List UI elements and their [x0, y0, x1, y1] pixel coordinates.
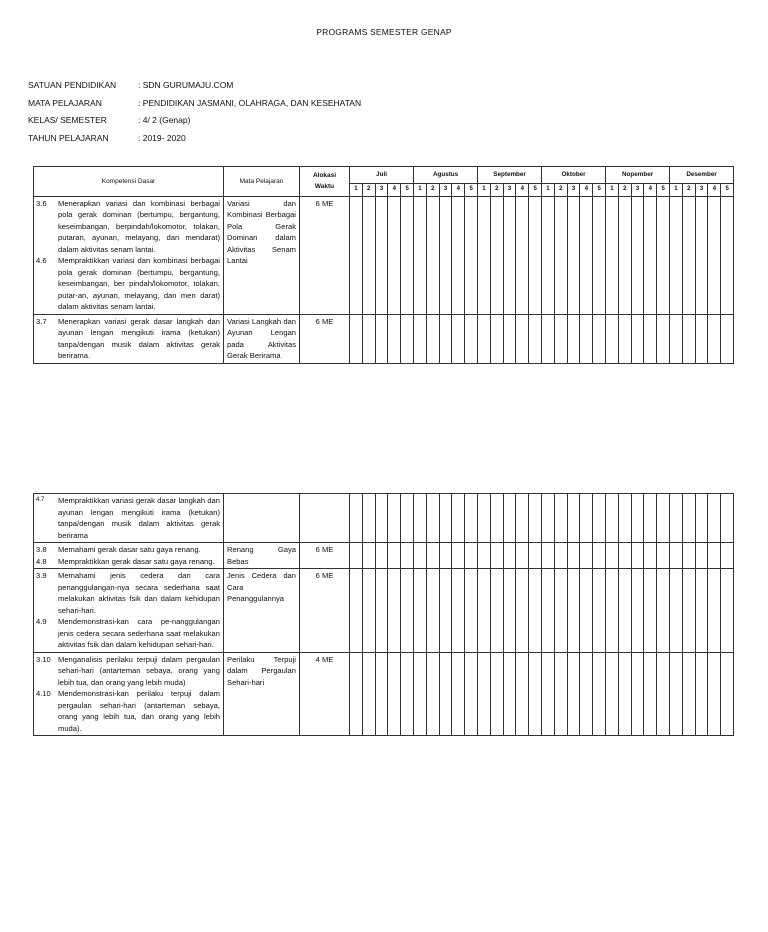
- schedule-cell: [721, 196, 734, 314]
- schedule-cell: [541, 569, 554, 653]
- kompetensi-dasar-cell: [34, 196, 224, 314]
- schedule-cell: [413, 652, 426, 736]
- week-number: 4: [708, 184, 721, 197]
- schedule-cell: [375, 543, 388, 569]
- schedule-cell: [388, 314, 401, 363]
- schedule-cell: [593, 494, 606, 543]
- schedule-cell: [669, 652, 682, 736]
- kd-item: [36, 688, 220, 734]
- schedule-cell: [618, 494, 631, 543]
- schedule-cell: [426, 569, 439, 653]
- schedule-cell: [477, 494, 490, 543]
- schedule-cell: [350, 196, 363, 314]
- mata-pelajaran-cell: Variasi Langkah dan Ayunan Lengan pada Aktivitas Gerak Berirama: [224, 314, 300, 363]
- schedule-cell: [401, 314, 414, 363]
- info-row: [28, 80, 361, 98]
- info-value: : PENDIDIKAN JASMANI, OLAHRAGA, DAN KESEHATAN: [138, 97, 362, 108]
- schedule-cell: [439, 652, 452, 736]
- month-header: Nopember: [606, 167, 670, 184]
- schedule-cell: [401, 494, 414, 543]
- schedule-cell: [618, 543, 631, 569]
- week-number: 2: [618, 184, 631, 197]
- week-number: 2: [490, 184, 503, 197]
- kd-number: 3.9: [36, 571, 47, 580]
- kd-text: Mempraktikkan variasi gerak dasar langkah dan ayunan lengan mengikuti irama (ketukan) tanpa/dengan musik dalam aktivitas gerak berirama: [58, 496, 220, 540]
- schedule-cell: [541, 494, 554, 543]
- info-row: [28, 133, 361, 151]
- schedule-cell: [695, 314, 708, 363]
- schedule-cell: [503, 314, 516, 363]
- month-header: Agustus: [414, 167, 478, 184]
- week-number: 5: [529, 184, 542, 197]
- schedule-cell: [503, 196, 516, 314]
- schedule-cell: [465, 494, 478, 543]
- kd-text: Memahami gerak dasar satu gaya renang.: [58, 545, 201, 554]
- kd-number: 4.10: [36, 689, 51, 698]
- schedule-cell: [657, 652, 670, 736]
- kd-item: [36, 556, 220, 568]
- schedule-cell: [606, 314, 619, 363]
- schedule-cell: [644, 543, 657, 569]
- schedule-cell: [375, 494, 388, 543]
- schedule-cell: [516, 652, 529, 736]
- mata-pelajaran-cell: [224, 494, 300, 543]
- kompetensi-dasar-cell: [34, 652, 224, 736]
- schedule-cell: [516, 196, 529, 314]
- schedule-cell: [350, 652, 363, 736]
- schedule-cell: [605, 543, 618, 569]
- schedule-cell: [375, 569, 388, 653]
- schedule-cell: [529, 196, 542, 314]
- week-number: 1: [350, 184, 363, 197]
- kd-number: 3.10: [36, 654, 51, 664]
- schedule-cell: [350, 543, 363, 569]
- week-number: 5: [465, 184, 478, 197]
- schedule-cell: [388, 652, 401, 736]
- schedule-cell: [721, 652, 734, 736]
- mata-pelajaran-cell: Renang Gaya Bebas: [224, 543, 300, 569]
- week-number: 2: [554, 184, 567, 197]
- schedule-cell: [375, 196, 388, 314]
- schedule-cell: [695, 543, 708, 569]
- schedule-cell: [426, 652, 439, 736]
- schedule-cell: [465, 196, 478, 314]
- schedule-cell: [362, 314, 375, 363]
- table-row: [34, 652, 734, 736]
- schedule-cell: [657, 494, 670, 543]
- kd-number: 4.6: [36, 256, 47, 265]
- schedule-cell: [618, 652, 631, 736]
- schedule-cell: [567, 196, 580, 314]
- week-number: 4: [580, 184, 593, 197]
- schedule-cell: [477, 543, 490, 569]
- alokasi-waktu-cell: 6 ME: [300, 543, 350, 569]
- kd-text: Menerapkan variasi dan kombinasi berbagai pola gerak dominan (bertumpu, bergantung, keseimbangan, berpindah/lokomotor, tolakan, putaran, ayunan, melayang, dan mendarat) dalam aktivitas senam lantai.: [58, 198, 220, 254]
- schedule-cell: [554, 543, 567, 569]
- schedule-cell: [580, 569, 593, 653]
- schedule-cell: [414, 314, 427, 363]
- schedule-cell: [350, 494, 363, 543]
- mata-pelajaran-cell: Perilaku Terpuji dalam Pergaulan Sehari-hari: [224, 652, 300, 736]
- schedule-cell: [605, 652, 618, 736]
- schedule-cell: [644, 652, 657, 736]
- kompetensi-dasar-cell: [34, 569, 224, 653]
- kd-text: Memahami jenis cedera dan cara penanggulangan-nya secara sederhana saat melakukan aktivitas fsik dan dalam kehidupan sehari-hari.: [58, 571, 220, 615]
- schedule-cell: [721, 543, 734, 569]
- schedule-cell: [542, 196, 555, 314]
- schedule-cell: [503, 543, 516, 569]
- schedule-cell: [606, 196, 619, 314]
- schedule-cell: [631, 314, 644, 363]
- page-title: PROGRAMS SEMESTER GENAP: [316, 27, 452, 37]
- kd-number: 4.7: [36, 497, 45, 503]
- schedule-cell: [657, 543, 670, 569]
- schedule-cell: [721, 314, 734, 363]
- alokasi-waktu-cell: 6 ME: [300, 196, 350, 314]
- header-kompetensi-dasar: Kompetensi Dasar: [34, 167, 224, 197]
- schedule-cell: [631, 569, 644, 653]
- week-number: 1: [542, 184, 555, 197]
- schedule-cell: [490, 652, 503, 736]
- schedule-cell: [490, 494, 503, 543]
- info-value: : SDN GURUMAJU.COM: [138, 80, 234, 90]
- schedule-table-1: [33, 166, 734, 364]
- week-number: 1: [414, 184, 427, 197]
- schedule-cell: [682, 196, 695, 314]
- schedule-cell: [529, 314, 542, 363]
- schedule-cell: [554, 652, 567, 736]
- schedule-cell: [618, 314, 631, 363]
- alokasi-waktu-cell: [300, 494, 350, 543]
- schedule-cell: [567, 543, 580, 569]
- schedule-cell: [669, 494, 682, 543]
- schedule-cell: [503, 494, 516, 543]
- schedule-cell: [605, 569, 618, 653]
- schedule-cell: [554, 196, 567, 314]
- schedule-cell: [695, 652, 708, 736]
- schedule-cell: [388, 196, 401, 314]
- schedule-cell: [362, 569, 375, 653]
- schedule-cell: [580, 196, 593, 314]
- kd-item: [36, 570, 220, 616]
- schedule-cell: [708, 652, 721, 736]
- schedule-cell: [529, 543, 542, 569]
- schedule-cell: [465, 652, 478, 736]
- schedule-cell: [426, 196, 439, 314]
- schedule-cell: [529, 652, 542, 736]
- schedule-cell: [529, 569, 542, 653]
- schedule-cell: [401, 569, 414, 653]
- kd-item: [36, 255, 220, 313]
- kd-item: [36, 316, 220, 362]
- info-label: SATUAN PENDIDIKAN: [28, 80, 117, 90]
- schedule-cell: [503, 569, 516, 653]
- schedule-cell: [593, 569, 606, 653]
- schedule-cell: [503, 652, 516, 736]
- schedule-cell: [452, 652, 465, 736]
- alokasi-waktu-cell: 6 ME: [300, 314, 350, 363]
- schedule-cell: [593, 652, 606, 736]
- schedule-cell: [439, 196, 452, 314]
- schedule-cell: [362, 652, 375, 736]
- schedule-cell: [477, 652, 490, 736]
- schedule-cell: [708, 314, 721, 363]
- schedule-cell: [426, 494, 439, 543]
- kd-number: 4.8: [36, 556, 47, 566]
- schedule-cell: [413, 543, 426, 569]
- schedule-cell: [682, 652, 695, 736]
- schedule-cell: [657, 196, 670, 314]
- schedule-cell: [350, 569, 363, 653]
- schedule-cell: [644, 314, 657, 363]
- schedule-cell: [682, 494, 695, 543]
- schedule-cell: [695, 494, 708, 543]
- week-number: 2: [362, 184, 375, 197]
- schedule-cell: [452, 569, 465, 653]
- schedule-cell: [695, 569, 708, 653]
- header-alokasi-waktu: [300, 167, 350, 197]
- schedule-cell: [657, 569, 670, 653]
- schedule-cell: [362, 494, 375, 543]
- schedule-cell: [682, 314, 695, 363]
- schedule-cell: [439, 494, 452, 543]
- schedule-cell: [413, 494, 426, 543]
- schedule-cell: [631, 494, 644, 543]
- schedule-cell: [542, 314, 555, 363]
- schedule-cell: [708, 569, 721, 653]
- schedule-cell: [388, 569, 401, 653]
- week-number: 4: [644, 184, 657, 197]
- schedule-cell: [452, 196, 465, 314]
- schedule-cell: [388, 494, 401, 543]
- week-number: 4: [452, 184, 465, 197]
- kd-number: 3.7: [36, 316, 47, 326]
- schedule-cell: [375, 652, 388, 736]
- kd-text: Menganalisis perilaku terpuji dalam pergaulan sehari-hari (antarteman sebaya, orang yang lebih tua, dan orang yang lebih muda): [58, 654, 220, 687]
- header-mata-pelajaran: Mata Pelajaran: [224, 167, 300, 197]
- info-label: KELAS/ SEMESTER: [28, 115, 107, 125]
- schedule-cell: [682, 543, 695, 569]
- kd-item: [36, 544, 220, 556]
- schedule-cell: [593, 543, 606, 569]
- schedule-cell: [682, 569, 695, 653]
- schedule-cell: [414, 196, 427, 314]
- kd-text: Mendemonstrasi-kan perilaku terpuji dalam pergaulan sehari-hari (antarteman sebaya, orang yang lebih tua, dan orang yang lebih muda).: [58, 689, 220, 733]
- schedule-cell: [490, 196, 503, 314]
- month-header: Juli: [350, 167, 414, 184]
- schedule-cell: [580, 494, 593, 543]
- week-number: 5: [401, 184, 414, 197]
- week-number: 4: [516, 184, 529, 197]
- kd-text: Mempraktikkan gerak dasar satu gaya renang.: [58, 556, 215, 566]
- kd-item: [36, 654, 220, 689]
- header-waktu-line: Waktu: [314, 183, 335, 191]
- schedule-cell: [439, 569, 452, 653]
- week-number: 1: [606, 184, 619, 197]
- schedule-cell: [465, 569, 478, 653]
- schedule-cell: [439, 543, 452, 569]
- mata-pelajaran-cell: Jenis Cedera dan Cara Penanggulannya: [224, 569, 300, 653]
- schedule-cell: [708, 543, 721, 569]
- month-header: Desember: [670, 167, 734, 184]
- schedule-cell: [644, 569, 657, 653]
- schedule-cell: [554, 494, 567, 543]
- schedule-cell: [413, 569, 426, 653]
- week-number: 2: [426, 184, 439, 197]
- info-row: [28, 115, 361, 133]
- mata-pelajaran-cell: Variasi dan Kombinasi Berbagai Pola Gerak Dominan dalam Aktivitas Senam Lantai: [224, 196, 300, 314]
- schedule-cell: [580, 314, 593, 363]
- schedule-cell: [721, 569, 734, 653]
- schedule-cell: [554, 569, 567, 653]
- kd-item: [36, 198, 220, 256]
- schedule-cell: [567, 652, 580, 736]
- schedule-cell: [465, 543, 478, 569]
- kd-item: [36, 616, 220, 651]
- kd-item: [36, 495, 220, 541]
- schedule-cell: [708, 494, 721, 543]
- schedule-cell: [644, 494, 657, 543]
- schedule-cell: [388, 543, 401, 569]
- month-header: Oktober: [542, 167, 606, 184]
- schedule-cell: [490, 569, 503, 653]
- schedule-cell: [567, 494, 580, 543]
- schedule-cell: [618, 196, 631, 314]
- schedule-cell: [657, 314, 670, 363]
- schedule-cell: [362, 543, 375, 569]
- schedule-cell: [477, 569, 490, 653]
- week-number: 3: [503, 184, 516, 197]
- schedule-cell: [631, 543, 644, 569]
- schedule-cell: [401, 543, 414, 569]
- schedule-cell: [631, 196, 644, 314]
- schedule-cell: [669, 543, 682, 569]
- schedule-cell: [605, 494, 618, 543]
- kd-text: Mempraktikkan variasi dan kombinasi berbagai pola gerak dominan (bertumpu, bergantung, keseimbangan, ber pindah/lokomotor, tolakan, putar-an, ayunan, melayang, dan men darat) dalam aktivitas senam lantai.: [58, 256, 220, 311]
- schedule-cell: [618, 569, 631, 653]
- schedule-cell: [426, 543, 439, 569]
- month-header: September: [478, 167, 542, 184]
- week-number: 5: [657, 184, 670, 197]
- schedule-cell: [580, 543, 593, 569]
- kd-number: 3.8: [36, 545, 47, 554]
- schedule-cell: [580, 652, 593, 736]
- schedule-table-2: [33, 493, 734, 736]
- identity-block: [28, 80, 361, 150]
- week-number: 5: [593, 184, 606, 197]
- schedule-cell: [490, 314, 503, 363]
- table-row: [34, 314, 734, 363]
- schedule-cell: [670, 314, 683, 363]
- schedule-cell: [516, 494, 529, 543]
- table-row: [34, 543, 734, 569]
- kompetensi-dasar-cell: [34, 494, 224, 543]
- alokasi-waktu-cell: 4 ME: [300, 652, 350, 736]
- schedule-cell: [554, 314, 567, 363]
- schedule-cell: [721, 494, 734, 543]
- schedule-cell: [670, 196, 683, 314]
- schedule-cell: [490, 543, 503, 569]
- schedule-cell: [695, 196, 708, 314]
- schedule-cell: [452, 543, 465, 569]
- schedule-cell: [529, 494, 542, 543]
- kd-text: Mendemonstrasi-kan cara pe-nanggulangan jenis cedera secara sederhana saat melakukan aktivitas fsik dan dalam kehidupan sehari-hari.: [58, 617, 220, 649]
- table-row: [34, 569, 734, 653]
- info-label: TAHUN PELAJARAN: [28, 132, 109, 143]
- schedule-cell: [439, 314, 452, 363]
- schedule-cell: [669, 569, 682, 653]
- schedule-cell: [375, 314, 388, 363]
- schedule-cell: [541, 652, 554, 736]
- schedule-cell: [567, 569, 580, 653]
- alokasi-waktu-cell: 6 ME: [300, 569, 350, 653]
- schedule-cell: [478, 196, 491, 314]
- schedule-cell: [452, 494, 465, 543]
- schedule-cell: [516, 569, 529, 653]
- week-number: 3: [567, 184, 580, 197]
- week-number: 1: [478, 184, 491, 197]
- kd-text: Menerapkan variasi gerak dasar langkah dan ayunan lengan mengikuti irama (ketukan) tanpa/dengan musik dalam aktivitas gerak berirama.: [58, 316, 220, 360]
- kd-number: 3.6: [36, 198, 47, 208]
- schedule-cell: [708, 196, 721, 314]
- week-number: 3: [375, 184, 388, 197]
- week-number: 2: [682, 184, 695, 197]
- schedule-cell: [567, 314, 580, 363]
- schedule-cell: [362, 196, 375, 314]
- schedule-cell: [516, 543, 529, 569]
- kd-number: 4.9: [36, 617, 47, 626]
- week-number: 3: [631, 184, 644, 197]
- schedule-cell: [401, 196, 414, 314]
- week-number: 3: [439, 184, 452, 197]
- info-value: : 2019- 2020: [138, 132, 186, 143]
- schedule-cell: [350, 314, 363, 363]
- table-row: [34, 494, 734, 543]
- schedule-cell: [631, 652, 644, 736]
- week-number: 1: [670, 184, 683, 197]
- info-value: : 4/ 2 (Genap): [138, 115, 191, 125]
- schedule-cell: [465, 314, 478, 363]
- info-label: MATA PELAJARAN: [28, 97, 102, 108]
- week-number: 4: [388, 184, 401, 197]
- schedule-cell: [593, 196, 606, 314]
- schedule-cell: [478, 314, 491, 363]
- schedule-cell: [426, 314, 439, 363]
- schedule-cell: [541, 543, 554, 569]
- kompetensi-dasar-cell: [34, 543, 224, 569]
- schedule-cell: [516, 314, 529, 363]
- schedule-cell: [593, 314, 606, 363]
- info-row: [28, 98, 361, 116]
- table-row: [34, 196, 734, 314]
- schedule-cell: [401, 652, 414, 736]
- header-row: [34, 167, 734, 184]
- kompetensi-dasar-cell: [34, 314, 224, 363]
- week-number: 5: [721, 184, 734, 197]
- schedule-cell: [452, 314, 465, 363]
- header-alokasi-line: Alokasi: [312, 171, 337, 179]
- week-number: 3: [695, 184, 708, 197]
- schedule-cell: [644, 196, 657, 314]
